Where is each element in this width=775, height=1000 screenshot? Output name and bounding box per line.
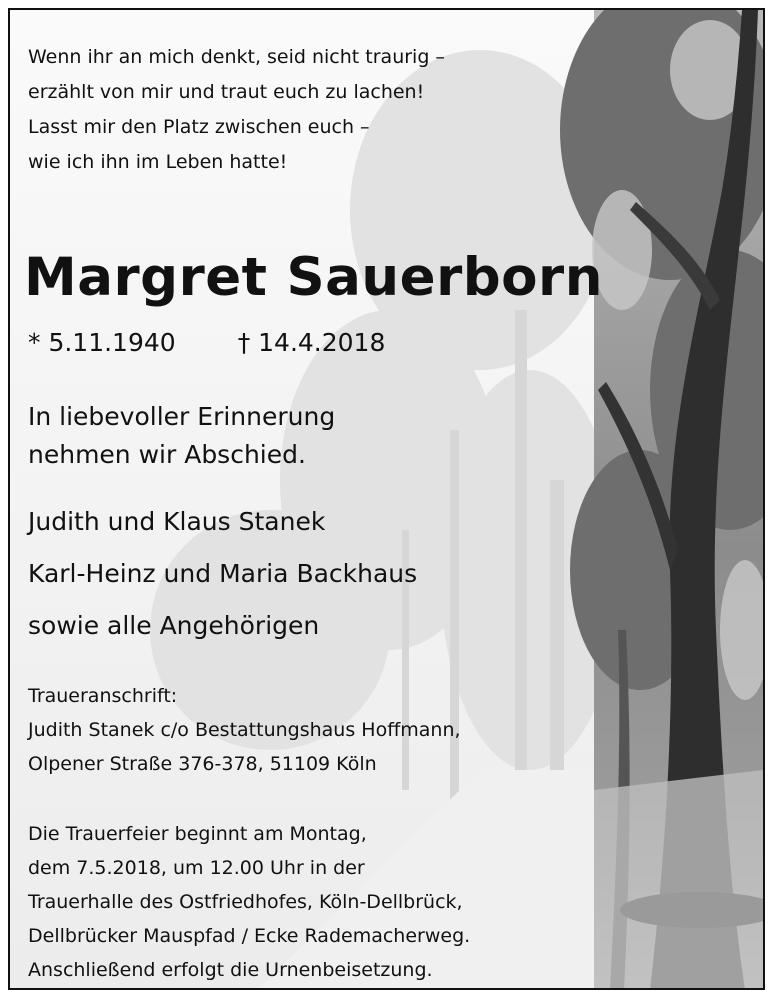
poem-line: Wenn ihr an mich denkt, seid nicht traurig – xyxy=(28,46,445,68)
remembrance-line: In liebevoller Erinnerung xyxy=(28,402,336,431)
death-date: † 14.4.2018 xyxy=(237,328,386,357)
address-line: Judith Stanek c/o Bestattungshaus Hoffmann, xyxy=(28,719,461,741)
obituary-notice xyxy=(8,8,765,990)
ceremony-line: Trauerhalle des Ostfriedhofes, Köln-Dellbrück, xyxy=(28,891,463,913)
mourner-entry: sowie alle Angehörigen xyxy=(28,611,320,640)
remembrance-line: nehmen wir Abschied. xyxy=(28,440,306,469)
poem-line: erzählt von mir und traut euch zu lachen! xyxy=(28,81,425,103)
deceased-name: Margret Sauerborn xyxy=(24,247,603,308)
poem-line: Lasst mir den Platz zwischen euch – xyxy=(28,116,370,138)
life-dates xyxy=(28,326,385,360)
mourner-entry: Judith und Klaus Stanek xyxy=(28,507,326,536)
mourning-address xyxy=(28,679,461,781)
ceremony-line: dem 7.5.2018, um 12.00 Uhr in der xyxy=(28,857,365,879)
mourner-entry: Karl-Heinz und Maria Backhaus xyxy=(28,559,418,588)
birth-date: * 5.11.1940 xyxy=(28,328,176,357)
address-line: Olpener Straße 376-378, 51109 Köln xyxy=(28,753,377,775)
mourners-list xyxy=(28,496,417,652)
poem-line: wie ich ihn im Leben hatte! xyxy=(28,151,288,173)
ceremony-line: Die Trauerfeier beginnt am Montag, xyxy=(28,823,367,845)
ceremony-line: Anschließend erfolgt die Urnenbeisetzung. xyxy=(28,959,433,981)
ceremony-line: Dellbrücker Mauspfad / Ecke Rademacherweg. xyxy=(28,925,471,947)
address-label: Traueranschrift: xyxy=(28,685,178,707)
poem xyxy=(28,40,445,180)
ceremony-info xyxy=(28,817,470,987)
remembrance-text xyxy=(28,398,335,474)
